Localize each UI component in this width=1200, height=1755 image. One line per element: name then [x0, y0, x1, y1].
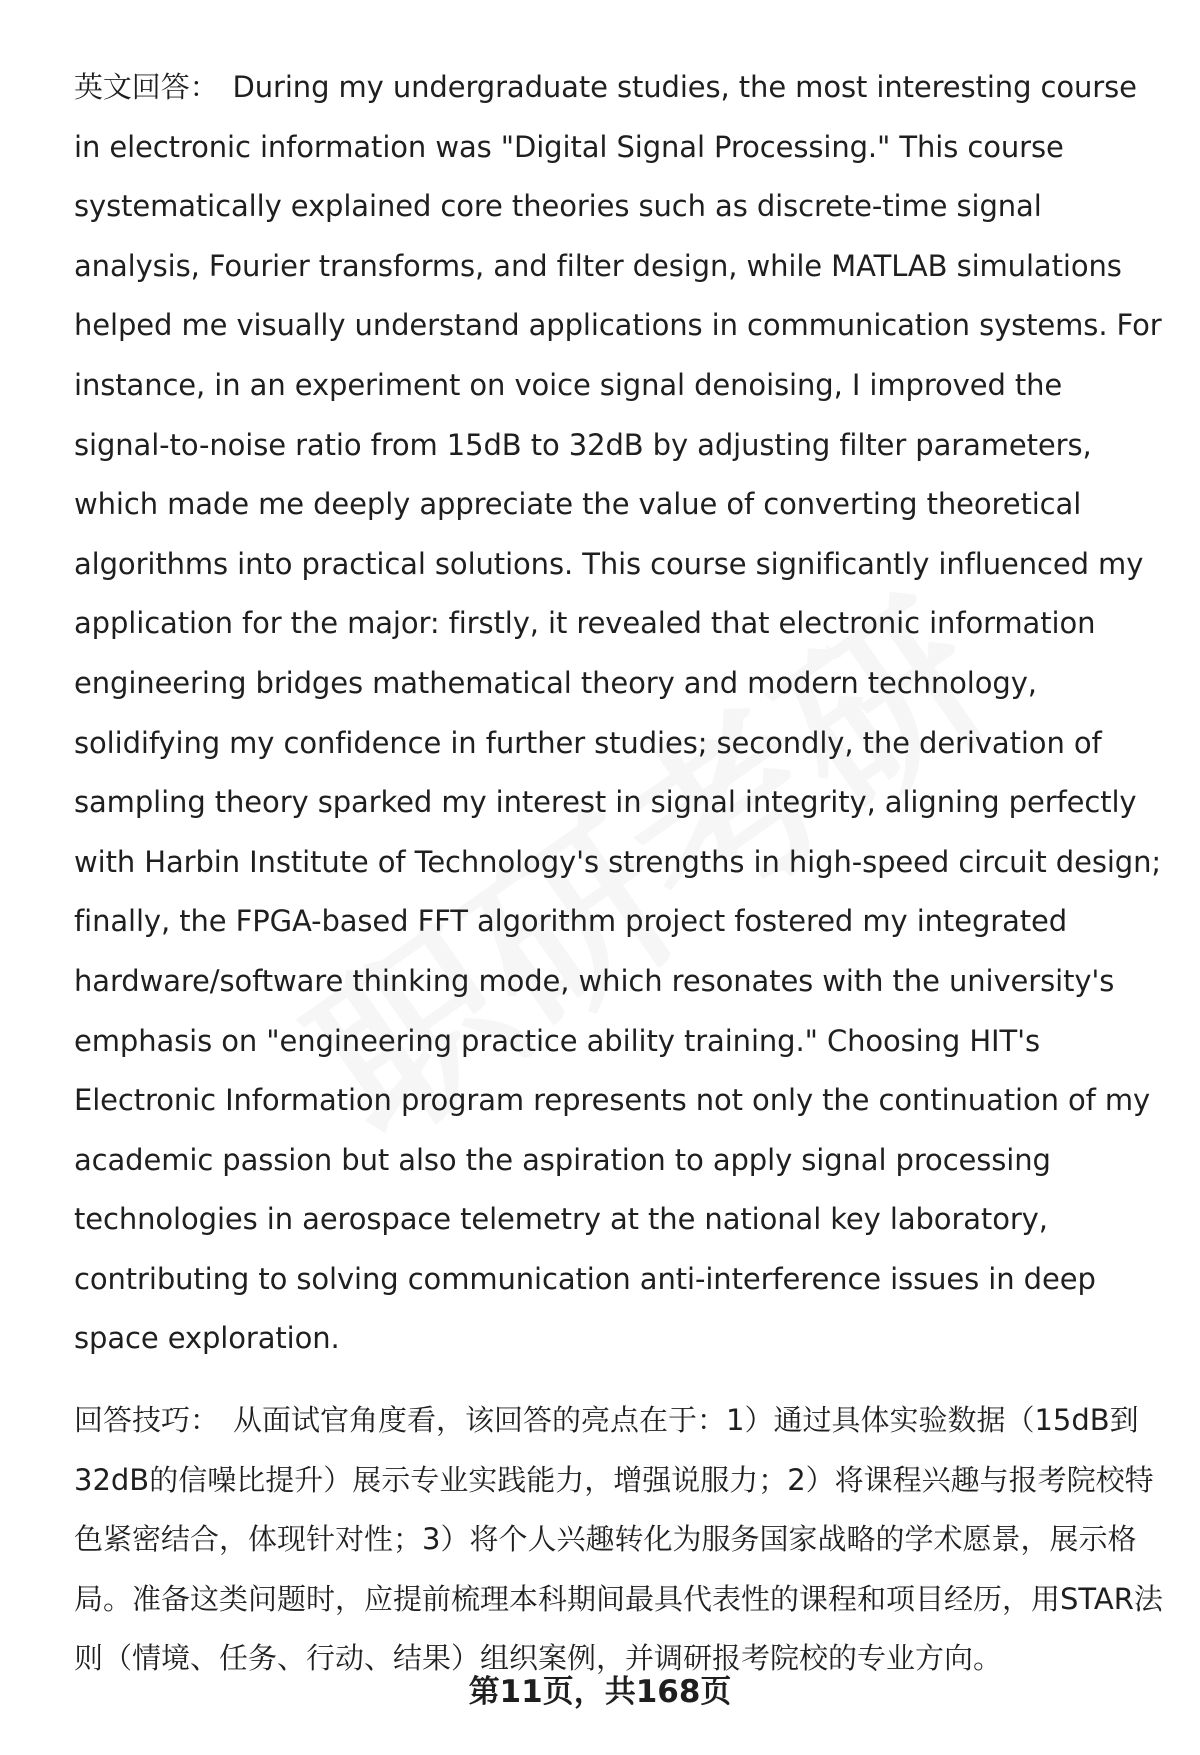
page-number-footer: 第11页，共168页	[468, 1674, 732, 1710]
answer-tips-text: 从面试官角度看，该回答的亮点在于：1）通过具体实验数据（15dB到32dB的信噪比提升）展示专业实践能力，增强说服力；2）将课程兴趣与报考院校特色紧密结合，体现针对性；3）将个人兴趣转化为服务国家战略的学术愿景，展示格局。准备这类问题时，应提前梳理本科期间最具代表性的课程和项目经历，用STAR法则（情境、任务、行动、结果）组织案例，并调研报考院校的专业方向。	[74, 1403, 1163, 1676]
document-page	[74, 58, 1164, 1689]
english-answer-text: During my undergraduate studies, the most interesting course in electronic information was "Digital Signal Processing." This course systematically explained core theories such as discrete-time signal analysis, Fourier transforms, and filter design, while MATLAB simulations helped me visually understand applications in communication systems. For instance, in an experiment on voice signal denoising, I improved the signal-to-noise ratio from 15dB to 32dB by adjusting filter parameters, which made me deeply appreciate the value of converting theoretical algorithms into practical solutions. This course significantly influenced my application for the major: firstly, it revealed that electronic information engineering bridges mathematical theory and modern technology, solidifying my confidence in further studies; secondly, the derivation of sampling theory sparked my interest in signal integrity, aligning perfectly with Harbin Institute of Technology's strengths in high-speed circuit design; finally, the FPGA-based FFT algorithm project fostered my integrated hardware/software thinking mode, which resonates with the university's emphasis on "engineering practice ability training." Choosing HIT's Electronic Information program represents not only the continuation of my academic passion but also the aspiration to apply signal processing technologies in aerospace telemetry at the national key laboratory, contributing to solving communication anti-interference issues in deep space exploration.	[74, 70, 1162, 1356]
english-answer-label: 英文回答：	[74, 70, 219, 104]
english-answer-paragraph	[74, 58, 1164, 1369]
answer-tips-paragraph	[74, 1391, 1164, 1689]
answer-tips-label: 回答技巧：	[74, 1403, 220, 1438]
